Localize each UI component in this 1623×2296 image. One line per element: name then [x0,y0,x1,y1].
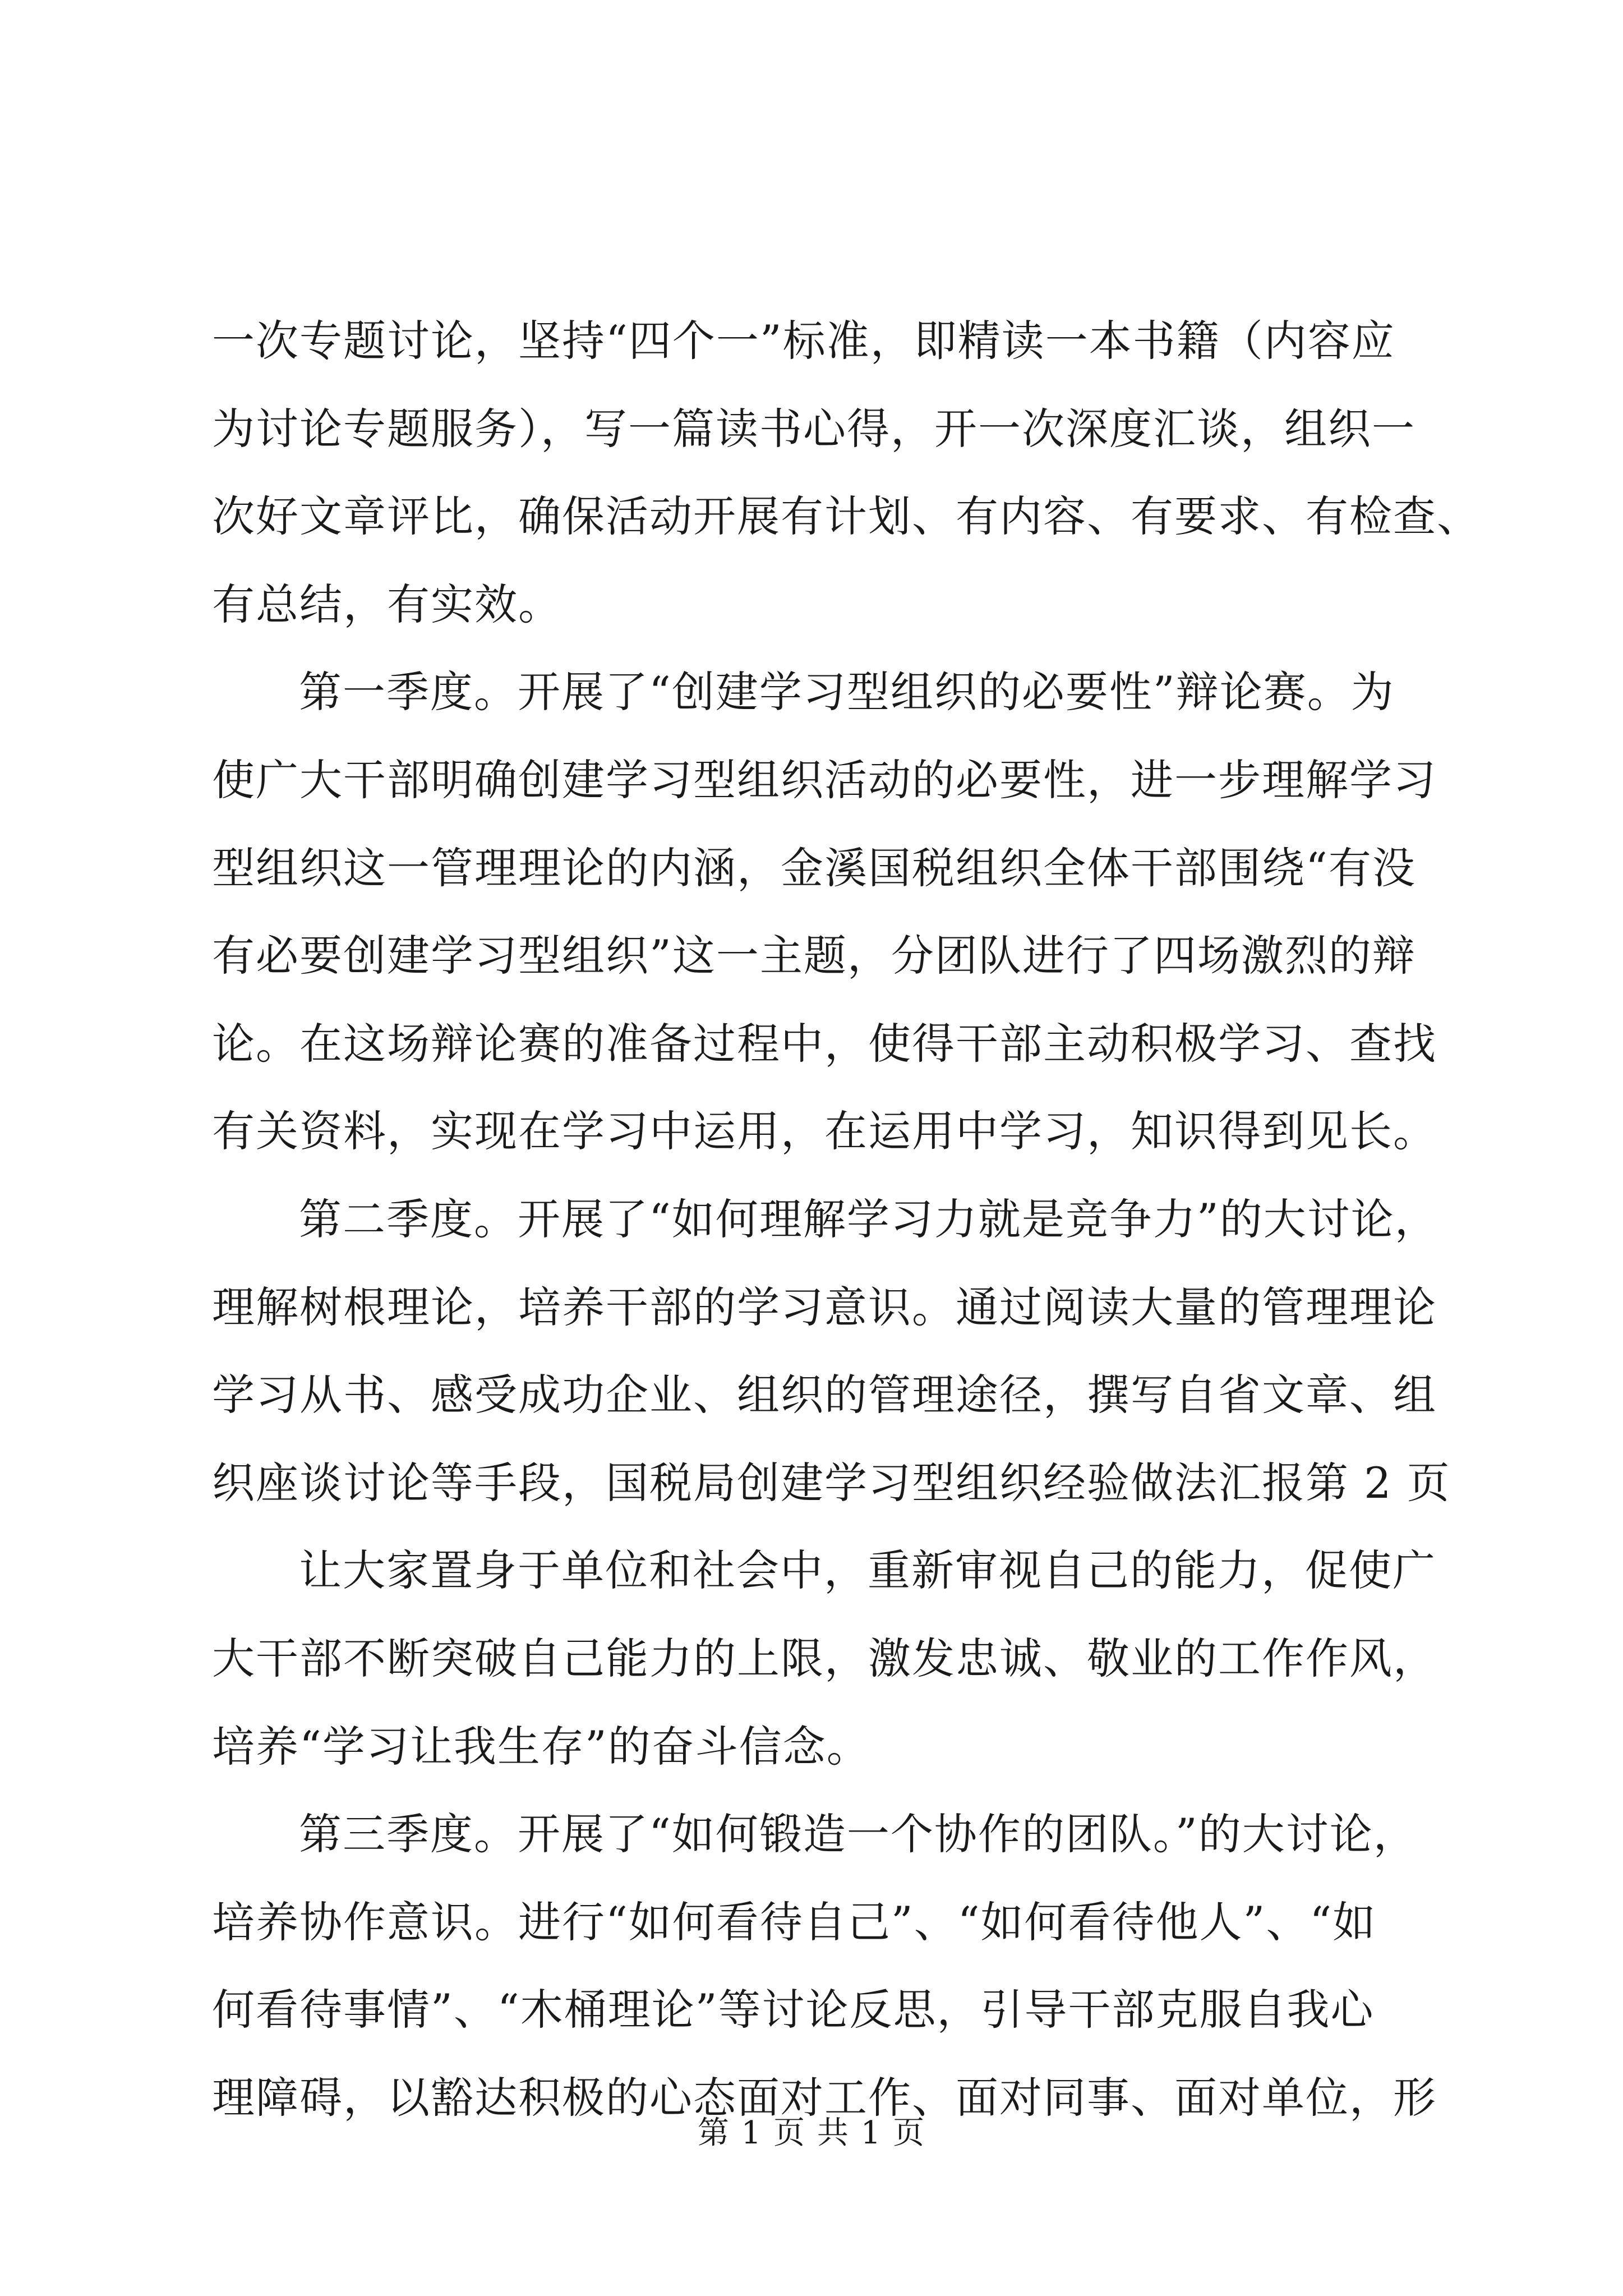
document-body [212,297,1481,2142]
text-line: 何看待事情”、“木桶理论”等讨论反思，引导干部克服自我心 [212,1985,1375,2035]
text-line: 使广大干部明确创建学习型组织活动的必要性，进一步理解学习 [212,754,1437,805]
text-line: 有关资料，实现在学习中运用，在运用中学习，知识得到见长。 [212,1106,1437,1157]
page-footer: 第 1 页 共 1 页 [697,2115,926,2151]
text-line: 一次专题讨论，坚持“四个一”标准，即精读一本书籍（内容应 [212,316,1395,366]
text-line: 有总结，有实效。 [212,579,562,629]
text-line: 学习从书、感受成功企业、组织的管理途径，撰写自省文章、组 [212,1370,1437,1420]
text-line: 次好文章评比，确保活动开展有计划、有内容、有要求、有检查、 [212,491,1481,542]
text-line: 有必要创建学习型组织”这一主题，分团队进行了四场激烈的辩 [212,931,1416,981]
text-line: 第一季度。开展了“创建学习型组织的必要性”辩论赛。为 [299,667,1395,717]
text-line: 培养协作意识。进行“如何看待自己”、“如何看待他人”、“如 [212,1897,1377,1947]
text-line: 培养“学习让我生存”的奋斗信念。 [212,1721,870,1772]
text-line: 大干部不断突破自己能力的上限，激发忠诚、敬业的工作作风， [212,1633,1437,1683]
text-line: 第二季度。开展了“如何理解学习力就是竞争力”的大讨论， [299,1194,1438,1244]
text-line: 理解树根理论，培养干部的学习意识。通过阅读大量的管理理论 [212,1282,1437,1332]
text-line: 为讨论专题服务），写一篇读书心得，开一次深度汇谈，组织一 [212,403,1415,454]
text-line: 第三季度。开展了“如何锻造一个协作的团队。”的大讨论， [299,1809,1417,1860]
text-line: 让大家置身于单位和社会中，重新审视自己的能力，促使广 [299,1545,1436,1596]
text-line: 理障碍，以豁达积极的心态面对工作、面对同事、面对单位，形 [212,2072,1437,2123]
text-line: 织座谈讨论等手段，国税局创建学习型组织经验做法汇报第 2 页 [212,1457,1451,1508]
text-line: 论。在这场辩论赛的准备过程中，使得干部主动积极学习、查找 [212,1018,1437,1069]
text-line: 型组织这一管理理论的内涵，金溪国税组织全体干部围绕“有没 [212,843,1416,893]
